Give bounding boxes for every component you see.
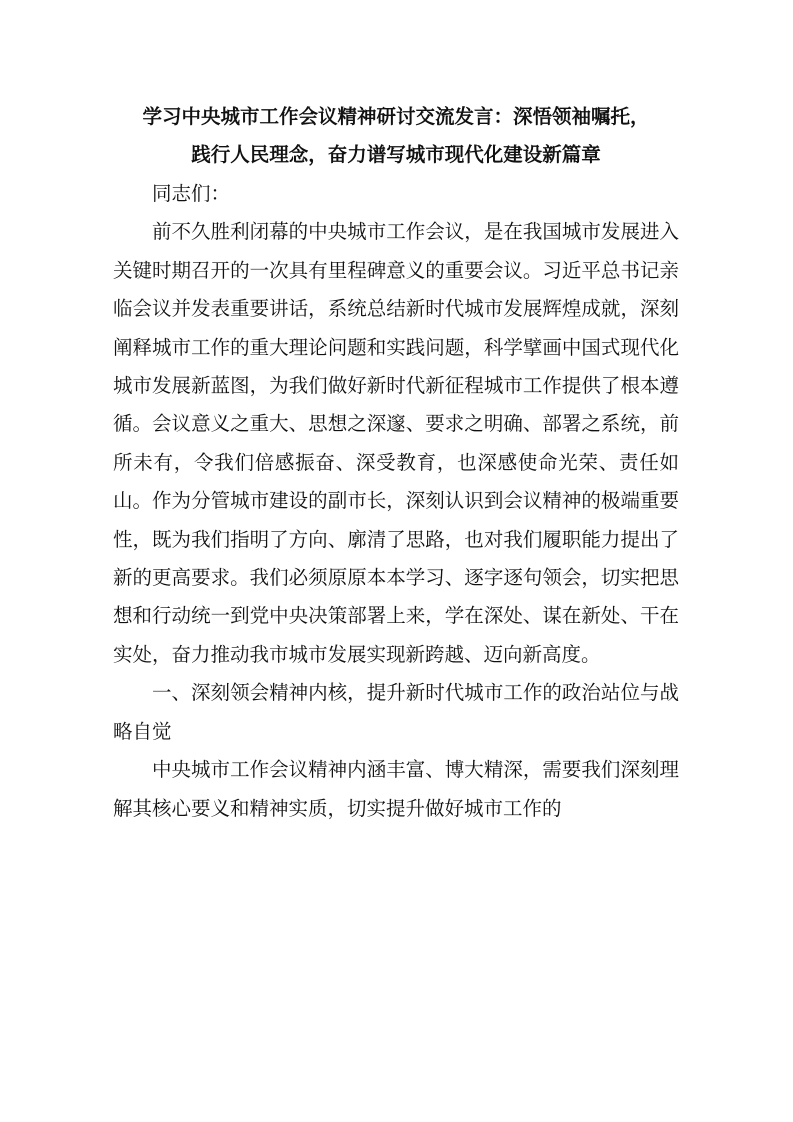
document-body [113,98,679,828]
document-title [113,98,679,174]
title-line-1: 学习中央城市工作会议精神研讨交流发言：深悟领袖嘱托， [142,105,650,128]
paragraph-section1: 中央城市工作会议精神内涵丰富、博大精深，需要我们深刻理解其核心要义和精神实质，切实提升做好城市工作的 [113,758,679,820]
greeting: 同志们： [152,182,231,205]
title-line-2: 践行人民理念，奋力谱写城市现代化建设新篇章 [191,143,601,166]
section-heading-1: 一、深刻领会精神内核，提升新时代城市工作的政治站位与战略自觉 [113,681,679,743]
paragraph-intro: 前不久胜利闭幕的中央城市工作会议，是在我国城市发展进入关键时期召开的一次具有里程碑意义的重要会议。习近平总书记亲临会议并发表重要讲话，系统总结新时代城市发展辉煌成就，深刻阐释城市工作的重大理论问题和实践问题，科学擘画中国式现代化城市发展新蓝图，为我们做好新时代新征程城市工作提供了根本遵循。会议意义之重大、思想之深邃、要求之明确、部署之系统，前所未有，令我们倍感振奋、深受教育，也深感使命光荣、责任如山。作为分管城市建设的副市长，深刻认识到会议精神的极端重要性，既为我们指明了方向、廓清了思路，也对我们履职能力提出了新的更高要求。我们必须原原本本学习、逐字逐句领会，切实把思想和行动统一到党中央决策部署上来，学在深处、谋在新处、干在实处，奋力推动我市城市发展实现新跨越、迈向新高度。 [113,220,679,666]
